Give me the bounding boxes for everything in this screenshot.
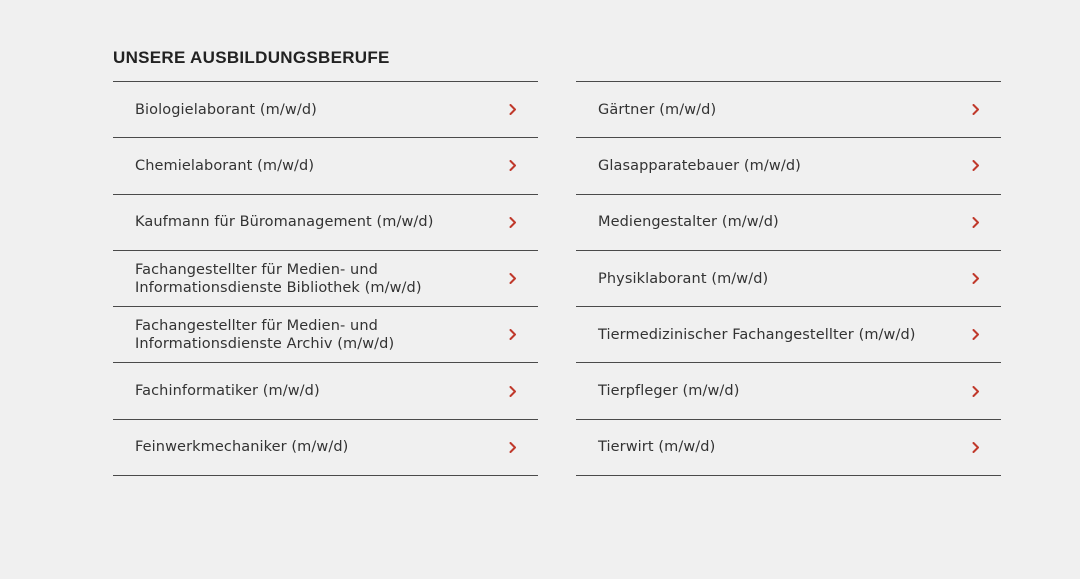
job-item-fachinformatiker[interactable] xyxy=(113,363,538,419)
chevron-right-icon xyxy=(970,159,982,173)
job-item-label: Fachinformatiker (m/w/d) xyxy=(135,383,320,400)
job-item-label: Tiermedizinischer Fachangestellter (m/w/d) xyxy=(598,326,916,343)
chevron-right-icon xyxy=(970,328,982,342)
chevron-right-icon xyxy=(507,328,519,342)
chevron-right-icon xyxy=(970,440,982,454)
chevron-right-icon xyxy=(507,159,519,173)
job-item-label: Fachangestellter für Medien- und Informationsdienste Bibliothek (m/w/d) xyxy=(135,261,422,296)
job-item-label: Chemielaborant (m/w/d) xyxy=(135,157,315,174)
job-item-fachangestellter-bibliothek[interactable] xyxy=(113,251,538,307)
chevron-right-icon xyxy=(507,440,519,454)
job-item-glasapparatebauer[interactable] xyxy=(576,138,1001,194)
job-item-label: Mediengestalter (m/w/d) xyxy=(598,214,779,231)
job-item-tierwirt[interactable] xyxy=(576,420,1001,476)
job-item-kaufmann-bueromanagement[interactable] xyxy=(113,195,538,251)
section-heading: UNSERE AUSBILDUNGSBERUFE xyxy=(113,48,390,67)
job-item-tiermedizinischer-fachangestellter[interactable] xyxy=(576,307,1001,363)
job-item-label: Feinwerkmechaniker (m/w/d) xyxy=(135,439,349,456)
chevron-right-icon xyxy=(507,215,519,229)
job-item-label: Tierpfleger (m/w/d) xyxy=(598,383,740,400)
chevron-right-icon xyxy=(970,272,982,286)
job-item-label: Gärtner (m/w/d) xyxy=(598,101,717,118)
chevron-right-icon xyxy=(970,384,982,398)
chevron-right-icon xyxy=(970,103,982,117)
job-item-biologielaborant[interactable] xyxy=(113,82,538,138)
job-item-chemielaborant[interactable] xyxy=(113,138,538,194)
job-item-label: Glasapparatebauer (m/w/d) xyxy=(598,157,801,174)
job-item-tierpfleger[interactable] xyxy=(576,363,1001,419)
job-item-label: Biologielaborant (m/w/d) xyxy=(135,101,317,118)
chevron-right-icon xyxy=(507,272,519,286)
job-item-label: Fachangestellter für Medien- und Informationsdienste Archiv (m/w/d) xyxy=(135,317,395,352)
right-job-list xyxy=(576,81,1001,476)
left-job-list xyxy=(113,81,538,476)
chevron-right-icon xyxy=(507,103,519,117)
chevron-right-icon xyxy=(507,384,519,398)
job-item-gaertner[interactable] xyxy=(576,82,1001,138)
job-item-fachangestellter-archiv[interactable] xyxy=(113,307,538,363)
job-item-label: Physiklaborant (m/w/d) xyxy=(598,270,769,287)
job-item-feinwerkmechaniker[interactable] xyxy=(113,420,538,476)
job-item-mediengestalter[interactable] xyxy=(576,195,1001,251)
job-item-label: Tierwirt (m/w/d) xyxy=(598,439,716,456)
chevron-right-icon xyxy=(970,215,982,229)
job-item-label: Kaufmann für Büromanagement (m/w/d) xyxy=(135,214,434,231)
job-item-physiklaborant[interactable] xyxy=(576,251,1001,307)
